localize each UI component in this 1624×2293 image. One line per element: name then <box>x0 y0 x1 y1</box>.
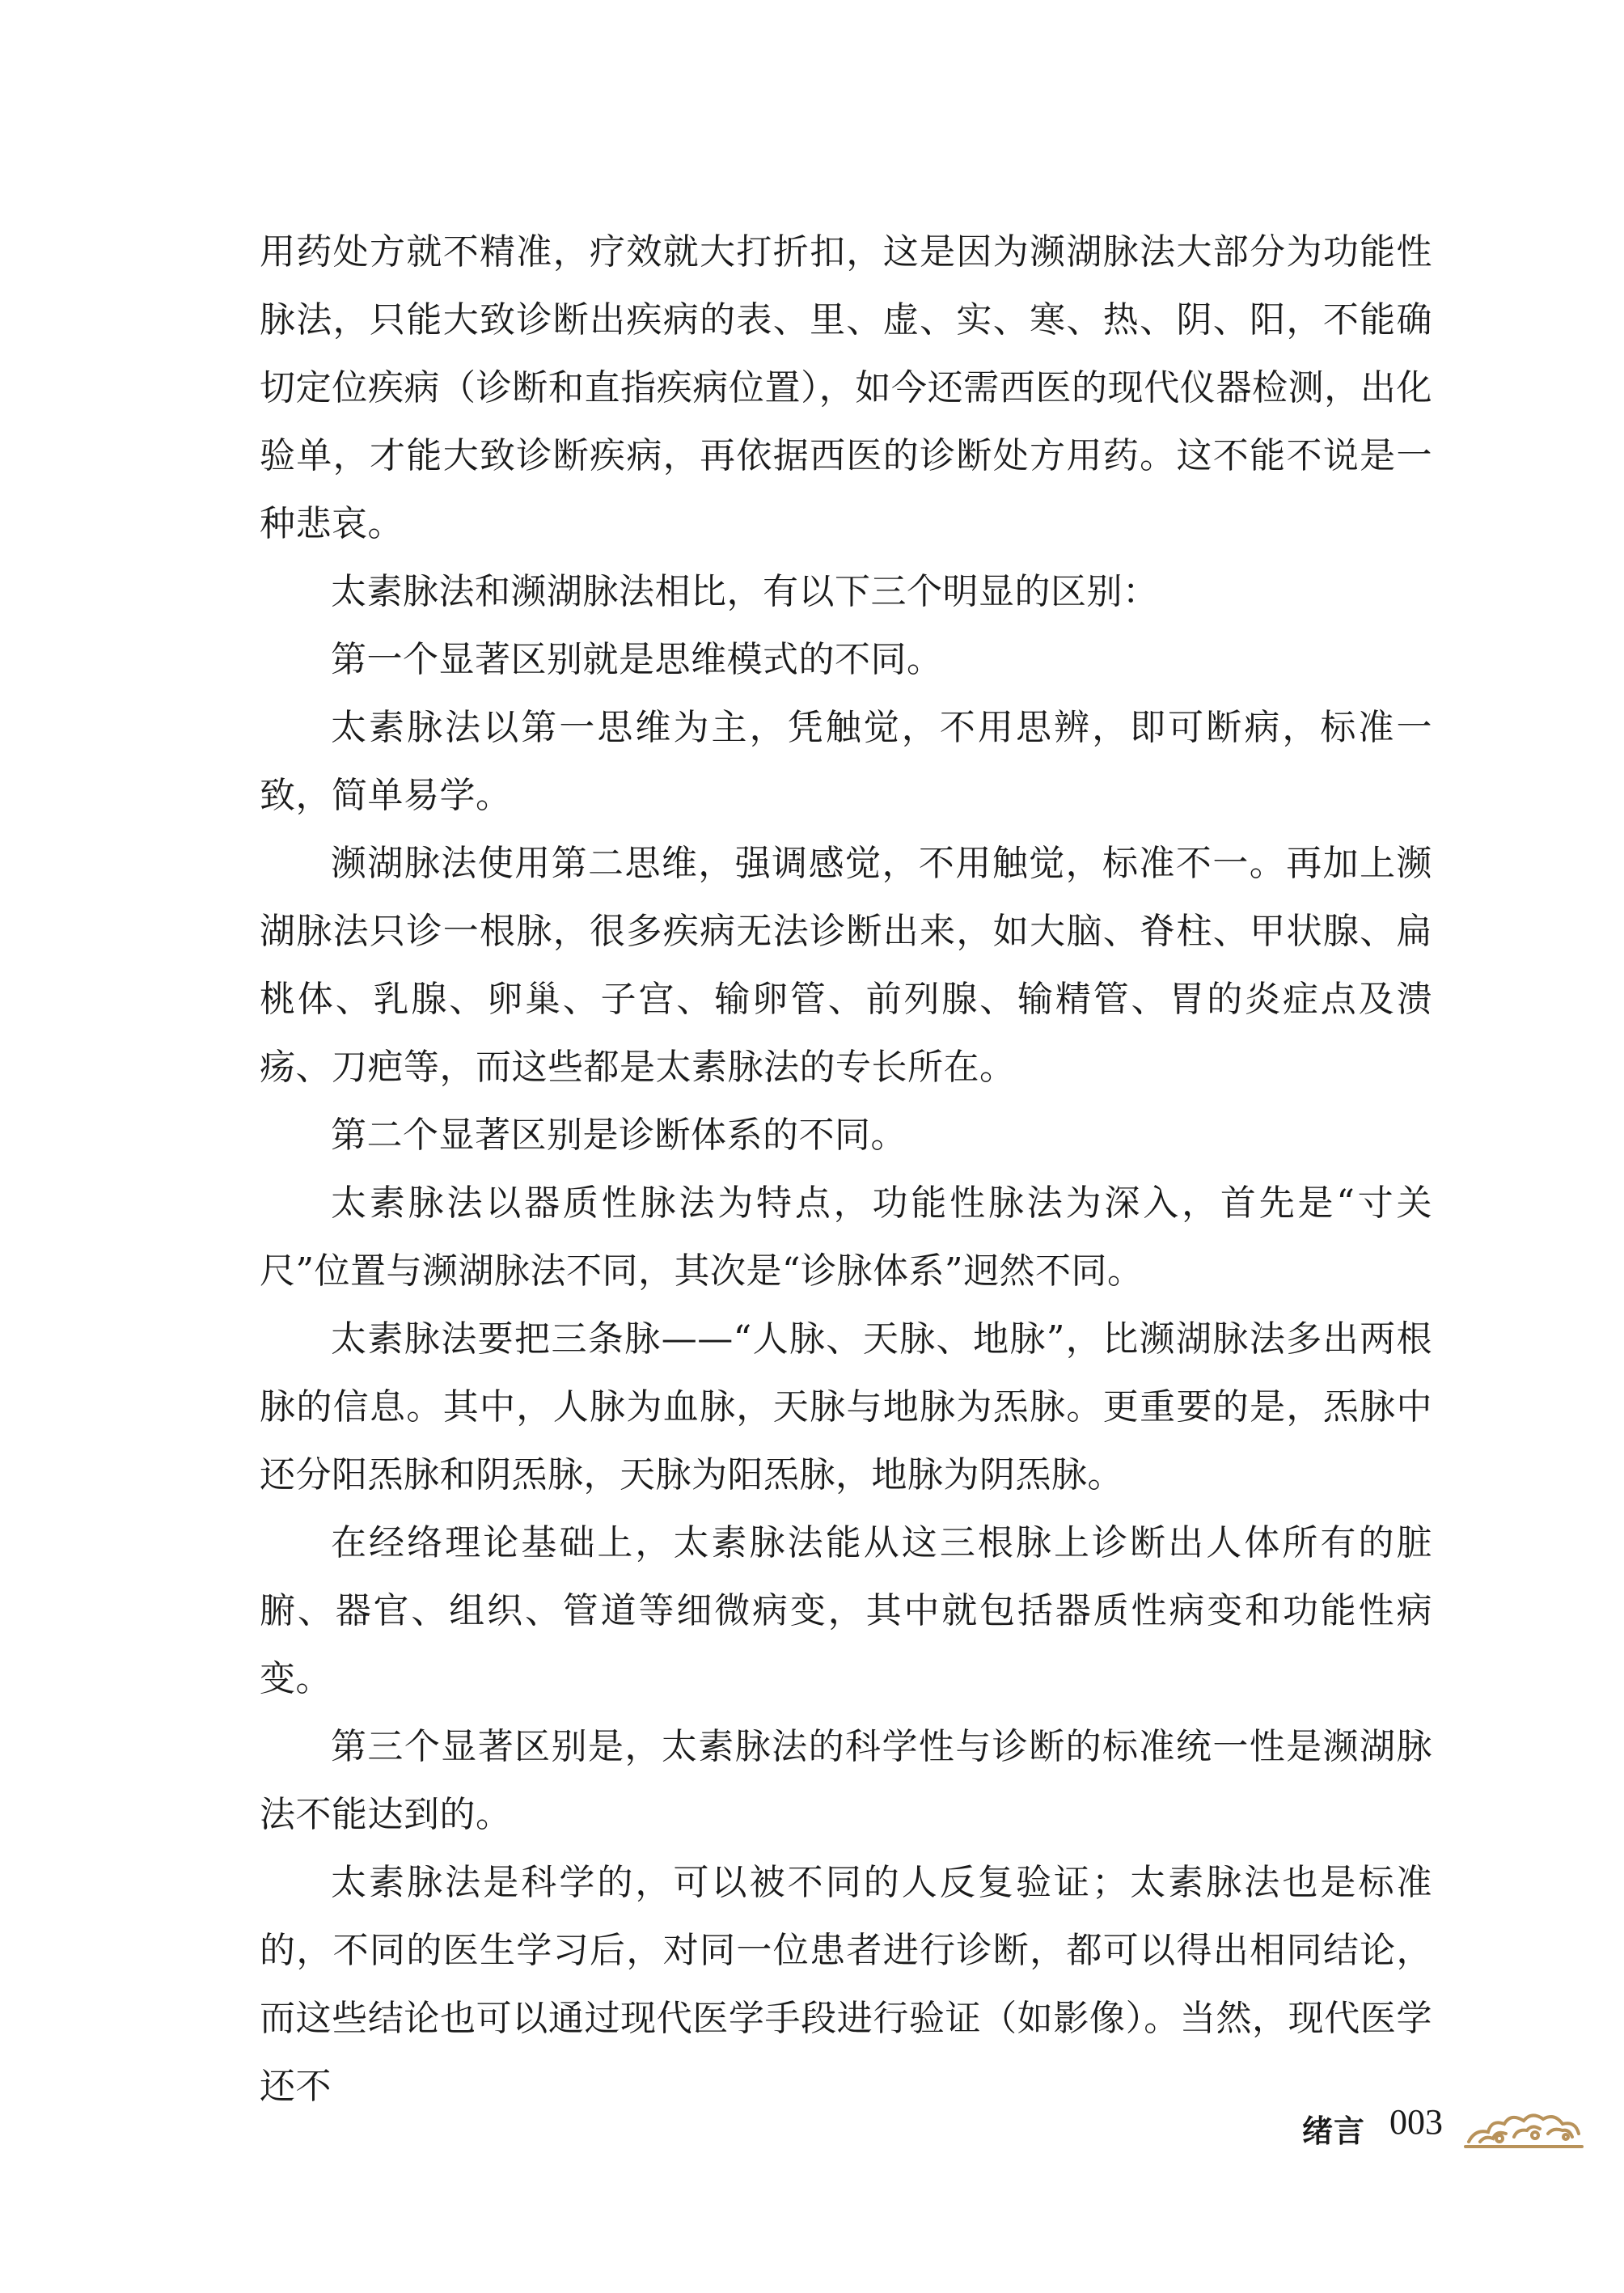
paragraph-3: 第一个显著区别就是思维模式的不同。 <box>331 639 943 680</box>
paragraph-2: 太素脉法和濒湖脉法相比，有以下三个明显的区别： <box>331 571 1159 612</box>
paragraph-8: 太素脉法要把三条脉——“人脉、天脉、地脉”，比濒湖脉法多出两根脉的信息。其中，人脉为血脉，天脉与地脉为炁脉。更重要的是，炁脉中还分阳炁脉和阴炁脉，天脉为阳炁脉，地脉为阴炁脉。 <box>260 1318 1432 1496</box>
paragraph-10: 第三个显著区别是，太素脉法的科学性与诊断的标准统一性是濒湖脉法不能达到的。 <box>260 1726 1432 1835</box>
paragraph-5: 濒湖脉法使用第二思维，强调感觉，不用触觉，标准不一。再加上濒湖脉法只诊一根脉，很多疾病无法诊断出来，如大脑、脊柱、甲状腺、扁桃体、乳腺、卵巢、子宫、输卵管、前列腺、输精管、胃的炎症点及溃疡、刀疤等，而这些都是太素脉法的专长所在。 <box>260 843 1432 1088</box>
paragraph-11: 太素脉法是科学的，可以被不同的人反复验证；太素脉法也是标准的，不同的医生学习后，对同一位患者进行诊断，都可以得出相同结论，而这些结论也可以通过现代医学手段进行验证（如影像）。当然，现代医学还不 <box>260 1862 1432 2107</box>
cloud-ornament-icon <box>1464 2105 1585 2156</box>
paragraph-9: 在经络理论基础上，太素脉法能从这三根脉上诊断出人体所有的脏腑、器官、组织、管道等细微病变，其中就包括器质性病变和功能性病变。 <box>260 1522 1432 1699</box>
paragraph-6: 第二个显著区别是诊断体系的不同。 <box>331 1115 907 1156</box>
page-number: 003 <box>1389 2102 1443 2142</box>
page-body <box>260 218 1432 2121</box>
page-footer <box>1302 2101 1593 2166</box>
footer-section-title: 绪言 <box>1302 2113 1366 2149</box>
paragraph-1: 用药处方就不精准，疗效就大打折扣，这是因为濒湖脉法大部分为功能性脉法，只能大致诊断出疾病的表、里、虚、实、寒、热、阴、阳，不能确切定位疾病（诊断和直指疾病位置），如今还需西医的现代仪器检测，出化验单，才能大致诊断疾病，再依据西医的诊断处方用药。这不能不说是一种悲哀。 <box>260 231 1432 544</box>
paragraph-4: 太素脉法以第一思维为主，凭触觉，不用思辨，即可断病，标准一致，简单易学。 <box>260 707 1432 816</box>
paragraph-7: 太素脉法以器质性脉法为特点，功能性脉法为深入，首先是“寸关尺”位置与濒湖脉法不同，其次是“诊脉体系”迥然不同。 <box>260 1182 1432 1292</box>
